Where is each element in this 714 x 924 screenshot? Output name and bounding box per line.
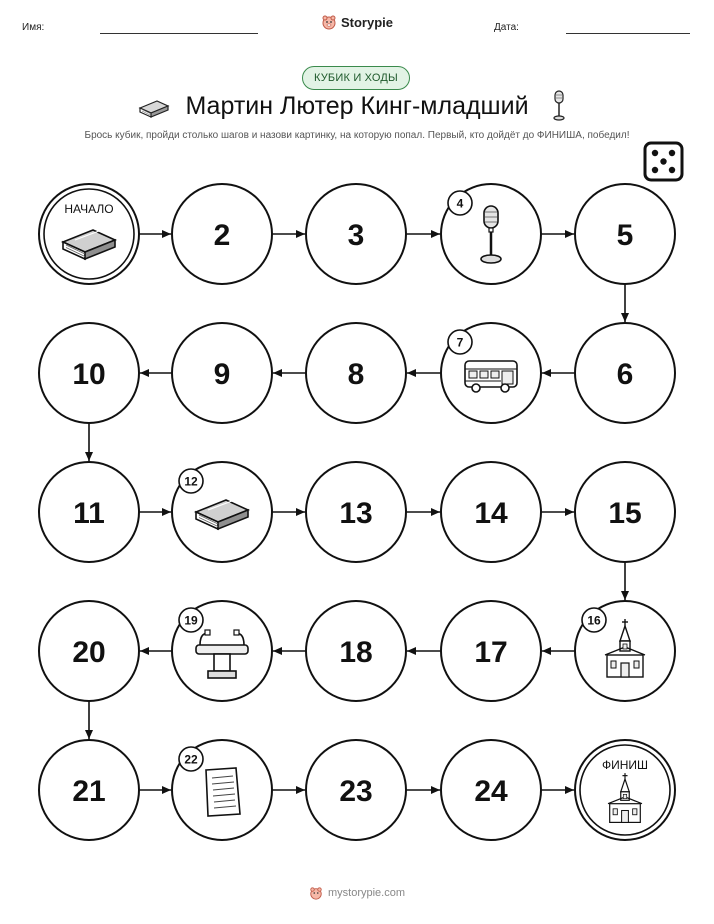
board-space-15[interactable] xyxy=(575,462,675,562)
board-space-13[interactable] xyxy=(306,462,406,562)
board-space-8[interactable] xyxy=(306,323,406,423)
space-number: 12 xyxy=(184,474,198,489)
space-number: 19 xyxy=(184,613,198,628)
space-number: 5 xyxy=(616,219,634,252)
brand-name: Storypie xyxy=(340,14,393,30)
space-number: 4 xyxy=(456,196,464,211)
board-space-18[interactable] xyxy=(306,601,406,701)
board-space-12[interactable] xyxy=(172,462,272,562)
space-number: 8 xyxy=(347,358,365,391)
board-space-11[interactable] xyxy=(39,462,139,562)
space-number: 14 xyxy=(474,497,508,530)
footer xyxy=(0,886,714,900)
space-number: 24 xyxy=(474,775,508,808)
board-space-9[interactable] xyxy=(172,323,272,423)
board-space-21[interactable] xyxy=(39,740,139,840)
finish-label: ФИНИШ xyxy=(601,758,649,772)
board-space-19[interactable] xyxy=(172,601,272,701)
instructions: Брось кубик, пройди столько шагов и назови картинку, на которую попал. Первый, кто дойдёт до ФИНИША, победил! xyxy=(84,130,630,141)
space-number: 11 xyxy=(73,497,105,530)
space-number: 2 xyxy=(213,219,231,252)
date-label: Дата: xyxy=(494,22,519,33)
space-number: 6 xyxy=(616,358,634,391)
space-number: 7 xyxy=(456,335,464,350)
bus-icon xyxy=(465,361,517,392)
space-number: 23 xyxy=(339,775,373,808)
board-space-17[interactable] xyxy=(441,601,541,701)
board-space-10[interactable] xyxy=(39,323,139,423)
space-number: 18 xyxy=(339,636,373,669)
page-title: Мартин Лютер Кинг-младший xyxy=(185,92,529,120)
space-number: 13 xyxy=(339,497,373,530)
board-space-22[interactable] xyxy=(172,740,272,840)
start-space[interactable] xyxy=(39,184,139,284)
start-label: НАЧАЛО xyxy=(64,202,114,216)
board-space-16[interactable] xyxy=(575,601,675,701)
board-space-3[interactable] xyxy=(306,184,406,284)
space-number: 3 xyxy=(347,219,365,252)
name-label: Имя: xyxy=(22,22,45,33)
board-space-4[interactable] xyxy=(441,184,541,284)
board-space-2[interactable] xyxy=(172,184,272,284)
storypie-logo-icon xyxy=(309,886,323,900)
board-space-5[interactable] xyxy=(575,184,675,284)
board-space-24[interactable] xyxy=(441,740,541,840)
board-space-20[interactable] xyxy=(39,601,139,701)
space-number: 16 xyxy=(587,613,601,628)
space-number: 10 xyxy=(72,358,106,391)
board-space-6[interactable] xyxy=(575,323,675,423)
space-number: 15 xyxy=(608,497,642,530)
space-number: 22 xyxy=(184,752,198,767)
board-space-14[interactable] xyxy=(441,462,541,562)
space-number: 9 xyxy=(213,358,231,391)
space-number: 17 xyxy=(474,636,508,669)
game-type-badge: КУБИК И ХОДЫ xyxy=(302,66,410,90)
space-number: 21 xyxy=(72,775,106,808)
document-icon xyxy=(206,768,240,816)
finish-space[interactable] xyxy=(575,740,675,840)
board-space-7[interactable] xyxy=(441,323,541,423)
footer-url[interactable]: mystorypie.com xyxy=(327,887,406,899)
space-number: 20 xyxy=(72,636,106,669)
board-space-23[interactable] xyxy=(306,740,406,840)
